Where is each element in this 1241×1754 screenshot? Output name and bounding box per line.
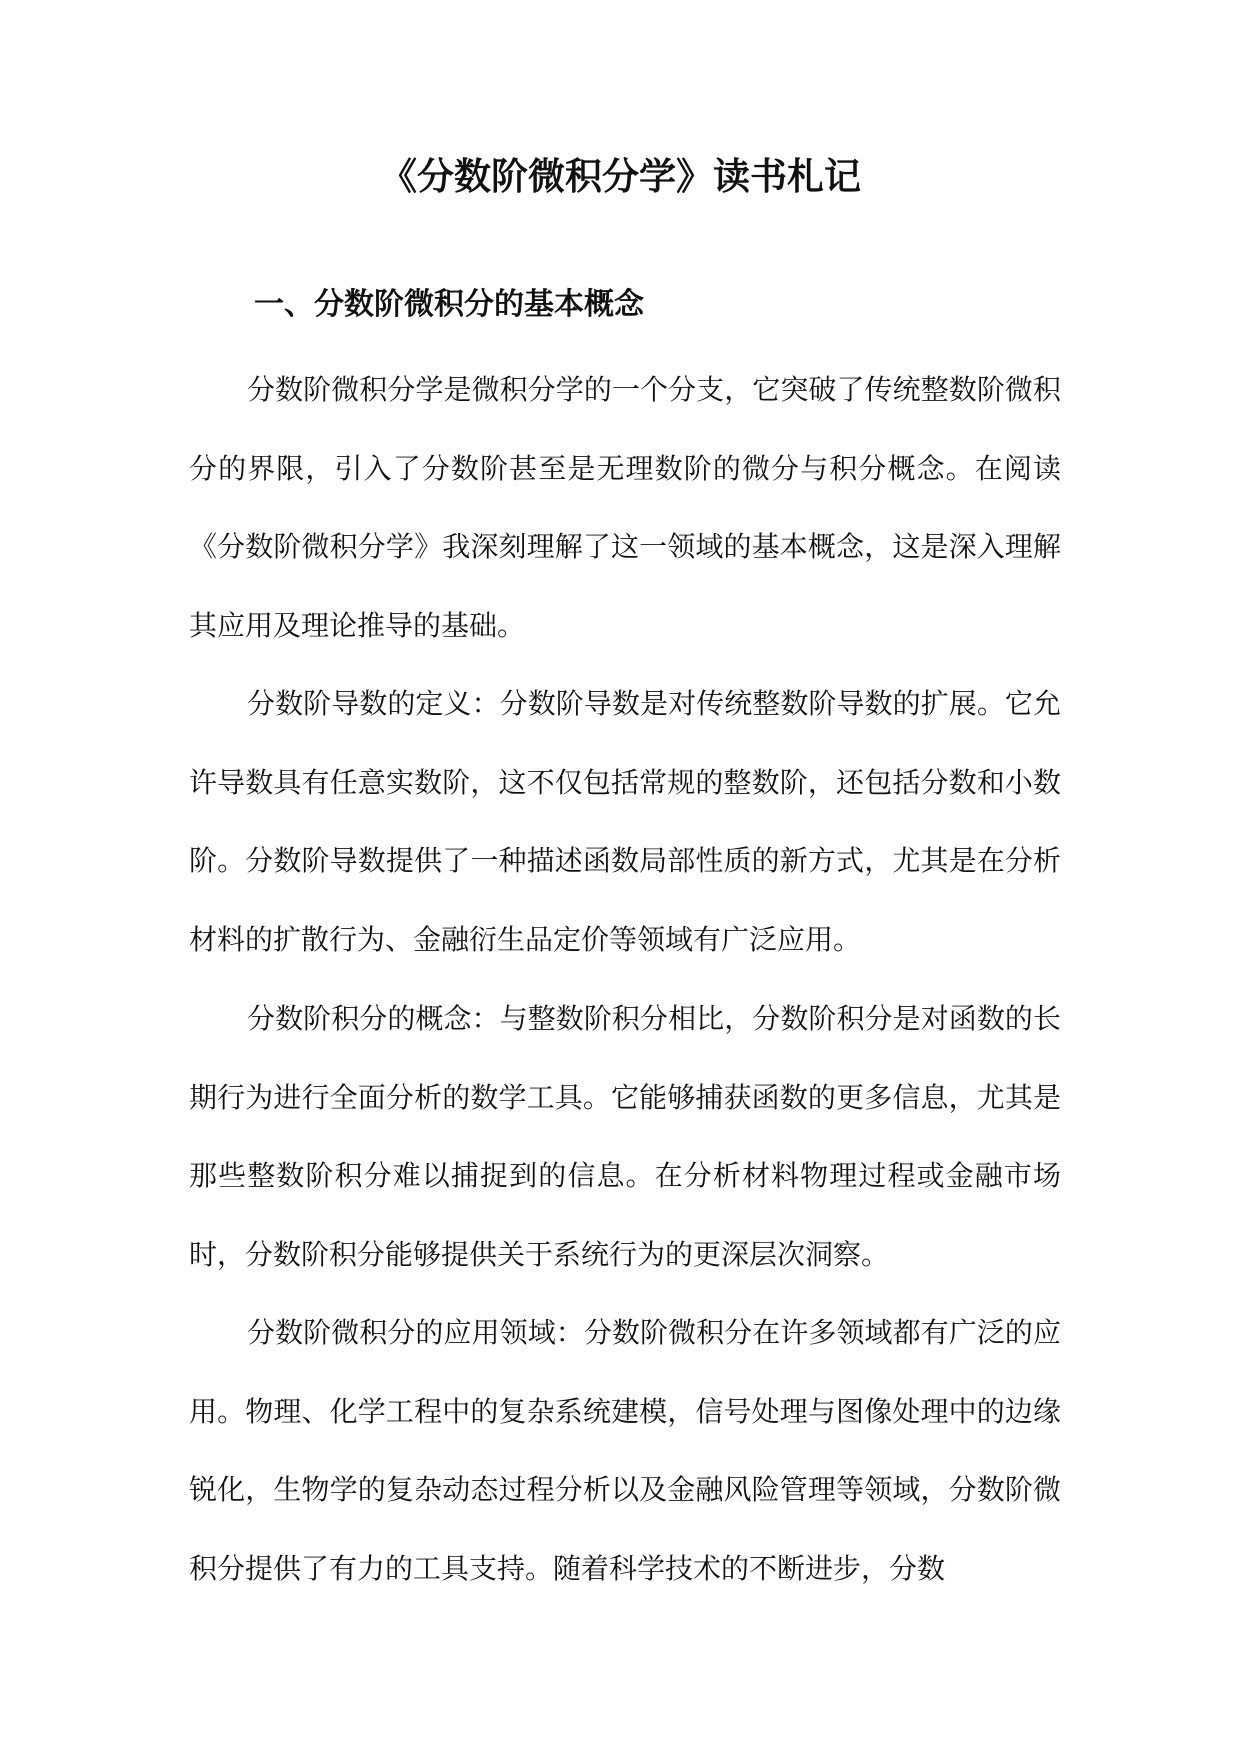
paragraph-basic-concept: 分数阶微积分学是微积分学的一个分支，它突破了传统整数阶微积分的界限，引入了分数阶甚至是无理数阶的微分与积分概念。在阅读《分数阶微积分学》我深刻理解了这一领域的基本概念，这是深入理解其应用及理论推导的基础。 [189,373,1061,642]
paragraph-fractional-derivative: 分数阶导数的定义：分数阶导数是对传统整数阶导数的扩展。它允许导数具有任意实数阶，这不仅包括常规的整数阶，还包括分数和小数阶。分数阶导数提供了一种描述函数局部性质的新方式，尤其是在分析材料的扩散行为、金融衍生品定价等领域有广泛应用。 [189,687,1061,956]
paragraph-applications: 分数阶微积分的应用领域：分数阶微积分在许多领域都有广泛的应用。物理、化学工程中的复杂系统建模，信号处理与图像处理中的边缘锐化，生物学的复杂动态过程分析以及金融风险管理等领域，分数阶微积分提供了有力的工具支持。随着科学技术的不断进步，分数 [189,1316,1061,1585]
section-heading: 一、分数阶微积分的基本概念 [254,287,644,322]
paragraph-fractional-integral: 分数阶积分的概念：与整数阶积分相比，分数阶积分是对函数的长期行为进行全面分析的数学工具。它能够捕获函数的更多信息，尤其是那些整数阶积分难以捕捉到的信息。在分析材料物理过程或金融市场时，分数阶积分能够提供关于系统行为的更深层次洞察。 [189,1002,1061,1271]
document-title: 《分数阶微积分学》读书札记 [380,154,861,198]
